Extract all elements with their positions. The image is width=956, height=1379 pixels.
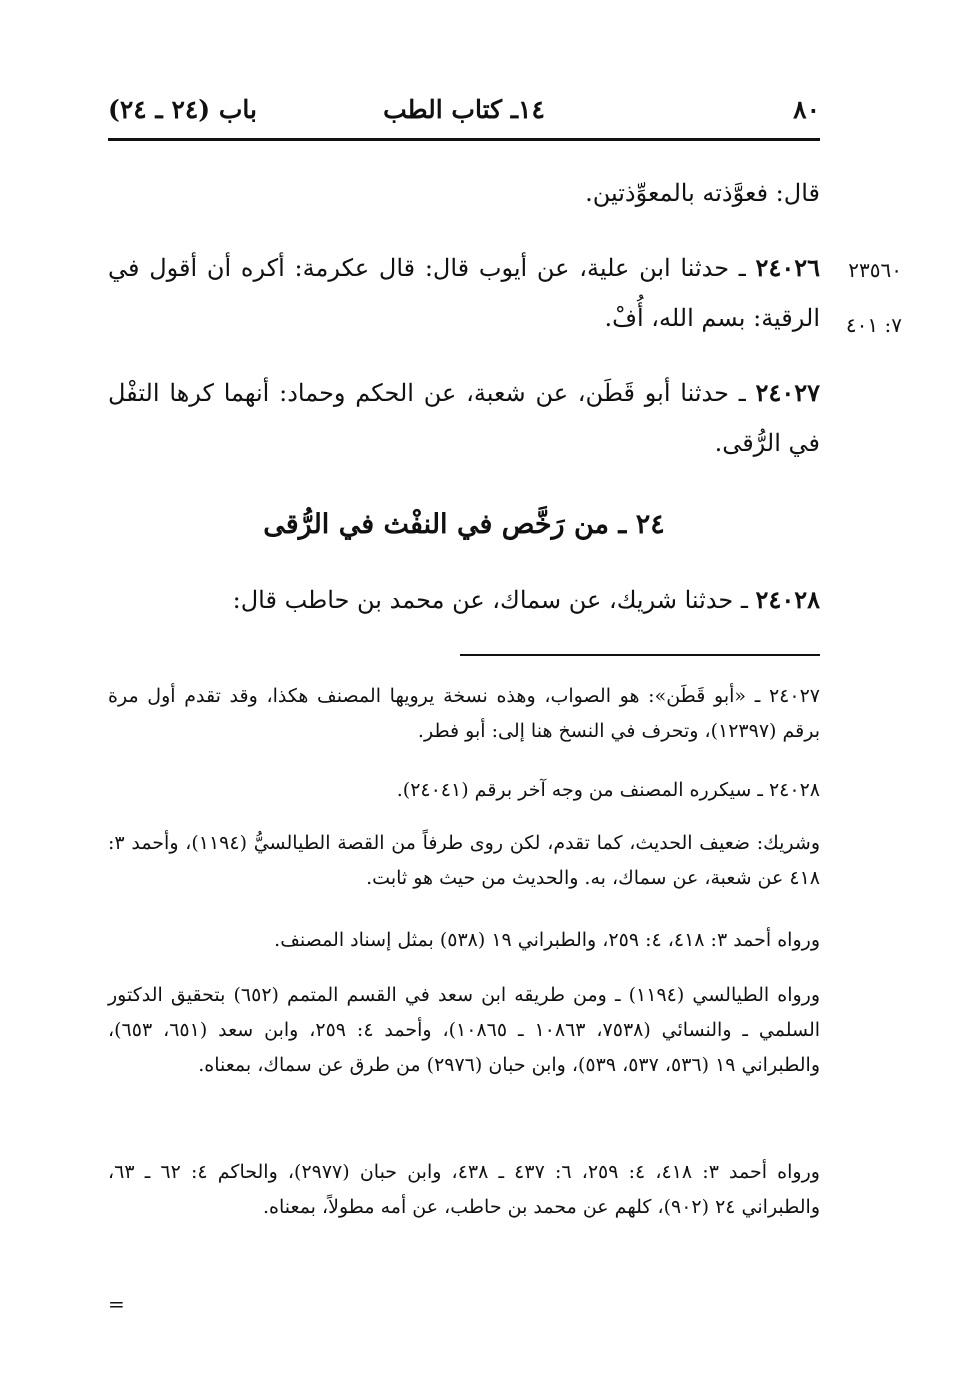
intro-line: قال: فعوَّذته بالمعوِّذتين. — [585, 179, 820, 207]
page-number: ٨٠ — [793, 95, 820, 124]
footnote-3: وشريك: ضعيف الحديث، كما تقدم، لكن روى طرفاً من القصة الطيالسيُّ (١١٩٤)، وأحمد ٣: ٤١٨ عن شعبة، عن سماك، به. والحديث من حيث هو ثابت. — [108, 832, 821, 889]
margin-ref-1: ٢٣٥٦٠ — [848, 258, 902, 282]
footnote-1: ٢٤٠٢٧ ـ «أبو قَطَن»: هو الصواب، وهذه نسخة يرويها المصنف هكذا، وقد تقدم أول مرة برقم (١٢٣٩٧)، وتحرف في النسخ هنا إلى: أبو فطر. — [108, 685, 820, 742]
header-rule — [108, 138, 820, 141]
footnote-2: ٢٤٠٢٨ ـ سيكرره المصنف من وجه آخر برقم (٢٤٠٤١). — [396, 779, 820, 801]
margin-ref-2: ٧: ٤٠١ — [845, 313, 902, 337]
hadith-24026 — [108, 243, 820, 343]
hadith-number: ٢٤٠٢٧ — [755, 378, 820, 407]
footnote-6: ورواه أحمد ٣: ٤١٨، ٤: ٢٥٩، ٦: ٤٣٧ ـ ٤٣٨، وابن حبان (٢٩٧٧)، والحاكم ٤: ٦٢ ـ ٦٣، والطبراني ٢٤ (٩٠٢)، كلهم عن محمد بن حاطب، عن أمه مطولاً، بمعناه. — [108, 1161, 820, 1218]
hadith-text: ـ حدثنا ابن علية، عن أيوب قال: قال عكرمة: أكره أن أقول في الرقية: بسم الله، أُفْ. — [108, 254, 820, 332]
hadith-text: ـ حدثنا أبو قَطَن، عن شعبة، عن الحكم وحماد: أنهما كرها التفْل في الرُّقى. — [108, 379, 820, 457]
footnote-5: ورواه الطيالسي (١١٩٤) ـ ومن طريقه ابن سعد في القسم المتمم (٦٥٢) بتحقيق الدكتور السلمي ـ والنسائي (٧٥٣٨، ١٠٨٦٣ ـ ١٠٨٦٥)، وأحمد ٤: ٢٥٩، وابن سعد (٦٥١، ٦٥٣)، والطبراني ١٩ (٥٣٦، ٥٣٧، ٥٣٩)، وابن حبان (٢٩٧٦) من طرق عن سماك، بمعناه. — [108, 984, 821, 1076]
hadith-number: ٢٤٠٢٦ — [755, 253, 820, 282]
footnote-4: ورواه أحمد ٣: ٤١٨، ٤: ٢٥٩، والطبراني ١٩ (٥٣٨) بمثل إسناد المصنف. — [274, 929, 820, 951]
footnote-separator — [460, 654, 820, 656]
hadith-24027 — [108, 368, 820, 468]
hadith-24028 — [108, 575, 820, 625]
book-title: ١٤ـ كتاب الطب — [383, 95, 545, 124]
continuation-mark: = — [108, 1292, 125, 1316]
running-header — [108, 88, 820, 132]
chapter-range: باب (٢٤ ـ ٢٤) — [108, 95, 257, 124]
chapter-heading: ٢٤ ـ من رَخَّص في النفْث في الرُّقى — [263, 509, 665, 540]
hadith-text: ـ حدثنا شريك، عن سماك، عن محمد بن حاطب قال: — [232, 586, 756, 614]
hadith-number: ٢٤٠٢٨ — [755, 585, 820, 614]
